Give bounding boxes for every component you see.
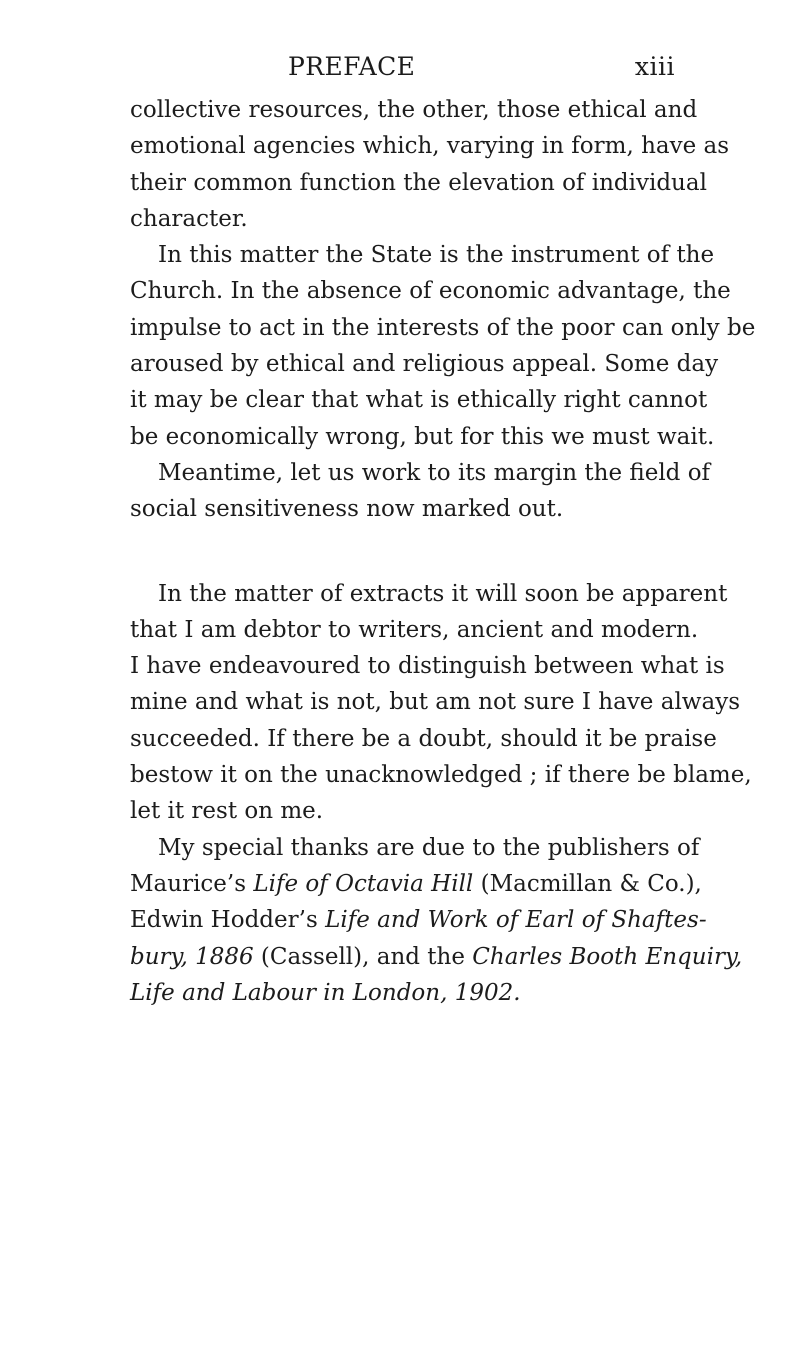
text-line: I have endeavoured to distinguish between what is (130, 653, 725, 680)
text-line: collective resources, the other, those ethical and (130, 97, 698, 123)
citation-line (130, 902, 707, 938)
text-line: My special thanks are due to the publishers of (158, 834, 700, 861)
text-line: mine and what is not, but am not sure I have always (130, 689, 740, 716)
text-line: In the matter of extracts it will soon be apparent (158, 580, 728, 607)
book-title: Charles Booth Enquiry, (472, 943, 743, 970)
page-number: xiii (634, 52, 675, 81)
text-line: emotional agencies which, varying in form, have as (130, 133, 730, 160)
text-line: In this matter the State is the instrument of the (158, 242, 715, 269)
citation-text: Maurice’s (130, 870, 254, 897)
text-line: impulse to act in the interests of the poor can only be (130, 314, 756, 341)
running-title: PREFACE (288, 52, 416, 81)
body-text (130, 92, 756, 1011)
text-line: let it rest on me. (130, 798, 324, 825)
text-line: that I am debtor to writers, ancient and modern. (130, 616, 699, 643)
text-line: succeeded. If there be a doubt, should it be praise (130, 725, 717, 752)
citation-text: (Macmillan & Co.), (473, 870, 702, 897)
text-line: character. (130, 205, 248, 232)
citation-text: (Cassell), and the (253, 943, 473, 970)
text-line: Meantime, let us work to its margin the field of (158, 459, 711, 486)
citation-line (130, 939, 743, 975)
text-line: Church. In the absence of economic advantage, the (130, 278, 731, 305)
book-title: bury, 1886 (130, 943, 254, 970)
text-line: be economically wrong, but for this we must wait. (130, 423, 715, 450)
text-line: it may be clear that what is ethically right cannot (130, 387, 708, 414)
text-line: bestow it on the unacknowledged ; if there be blame, (130, 762, 752, 789)
running-head (0, 52, 801, 88)
text-line: social sensitiveness now marked out. (130, 496, 564, 523)
citation-line (130, 866, 702, 902)
book-title: Life and Work of Earl of Shaftes- (325, 907, 707, 934)
citation-line (130, 975, 670, 1011)
text-line: their common function the elevation of individual (130, 169, 707, 196)
book-title: Life and Labour in London, 1902. (130, 979, 521, 1006)
citation-text: Edwin Hodder’s (130, 907, 326, 934)
book-title: Life of Octavia Hill (253, 870, 474, 897)
text-line: aroused by ethical and religious appeal. Some day (130, 351, 719, 378)
section-break (130, 528, 670, 576)
